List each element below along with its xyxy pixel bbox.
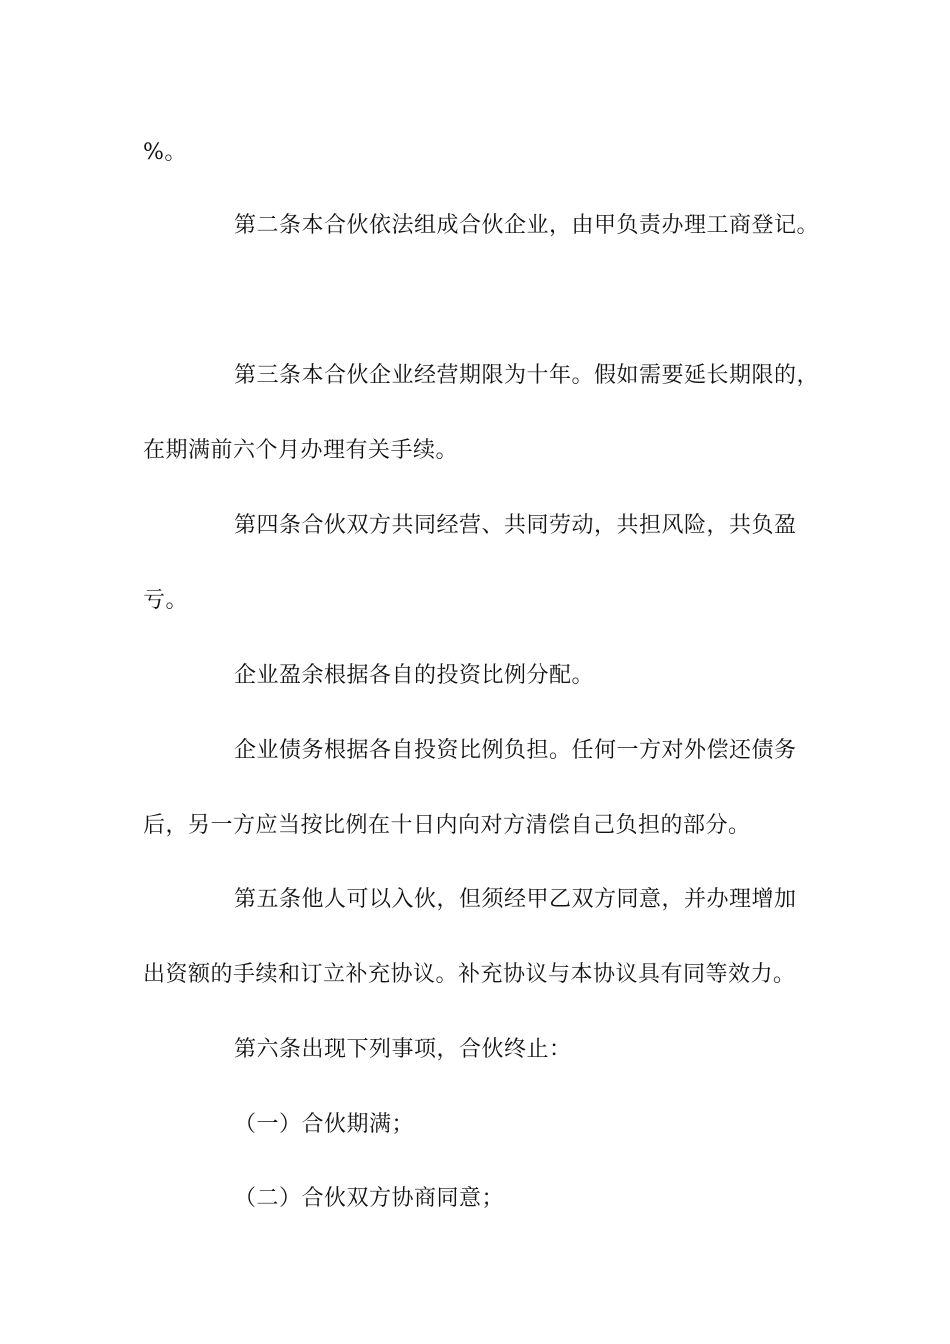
- article-3-line-2: 在期满前六个月办理有关手续。: [143, 438, 459, 463]
- article-6-item-1: （一）合伙期满；: [234, 1112, 415, 1137]
- article-6-line-1: 第六条出现下列事项，合伙终止：: [234, 1037, 572, 1062]
- article-6-item-2: （二）合伙双方协商同意；: [234, 1186, 505, 1211]
- article-5-line-2: 出资额的手续和订立补充协议。补充协议与本协议具有同等效力。: [143, 962, 796, 987]
- debt-line-2: 后，另一方应当按比例在十日内向对方清偿自己负担的部分。: [143, 813, 751, 838]
- article-2-line-1: 第二条本合伙依法组成合伙企业，由甲负责办理工商登记。: [234, 213, 820, 238]
- debt-line-1: 企业债务根据各自投资比例负担。任何一方对外偿还债务: [234, 738, 797, 763]
- article-4-line-1: 第四条合伙双方共同经营、共同劳动，共担风险，共负盈: [234, 513, 797, 538]
- article-5-line-1: 第五条他人可以入伙，但须经甲乙双方同意，并办理增加: [234, 887, 797, 912]
- text-line-percent: %。: [143, 140, 187, 165]
- article-4-line-2: 亏。: [143, 588, 189, 613]
- article-3-line-1: 第三条本合伙企业经营期限为十年。假如需要延长期限的，: [234, 363, 820, 388]
- profit-distribution-line: 企业盈余根据各自的投资比例分配。: [234, 663, 595, 688]
